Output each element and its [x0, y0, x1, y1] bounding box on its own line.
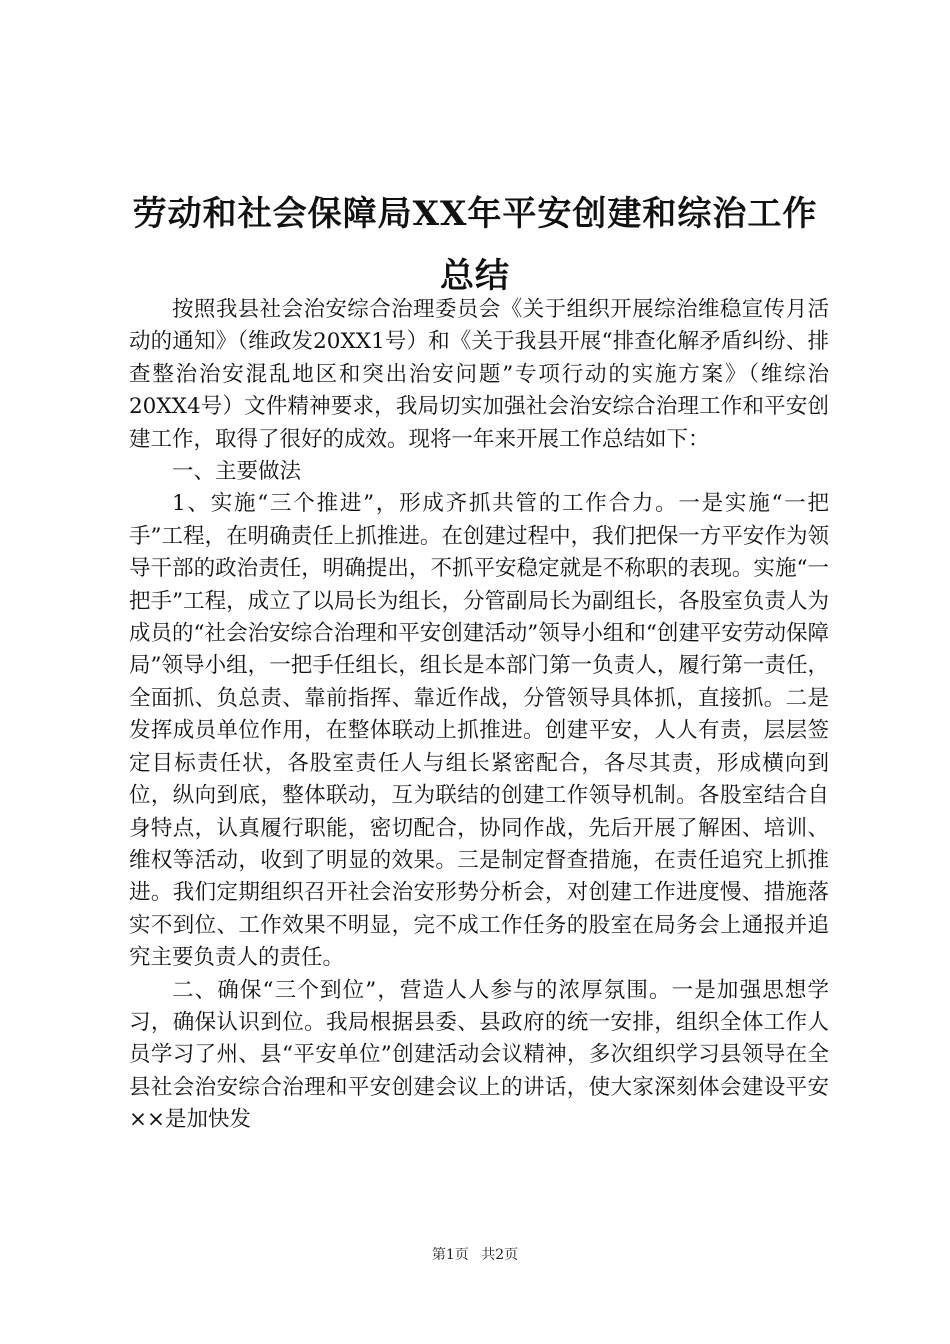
section-heading-main-methods: 一、主要做法 — [172, 459, 302, 485]
paragraph-three-promotions: 1、实施“三个推进”，形成齐抓共管的工作合力。一是实施“一把手”工程，在明确责任上抓推进。在创建过程中，我们把保一方平安作为领导干部的政治责任，明确提出，不抓平安稳定就是不称职的表现。实施“一把手”工程，成立了以局长为组长，分管副局长为副组长，各股室负责人为成员的“社会治安综合治理和平安创建活动”领导小组和“创建平安劳动保障局”领导小组，一把手任组长，组长是本部门第一负责人，履行第一责任，全面抓、负总责、靠前指挥、靠近作战，分管领导具体抓，直接抓。二是发挥成员单位作用，在整体联动上抓推进。创建平安，人人有责，层层签定目标责任状，各股室责任人与组长紧密配合，各尽其责，形成横向到位，纵向到底，整体联动，互为联结的创建工作领导机制。各股室结合自身特点，认真履行职能，密切配合，协同作战，先后开展了解困、培训、维权等活动，收到了明显的效果。三是制定督查措施，在责任追究上抓推进。我们定期组织召开社会治安形势分析会，对创建工作进度慢、措施落实不到位、工作效果不明显，完不成工作任务的股室在局务会上通报并追究主要负责人的责任。 — [129, 491, 829, 971]
document-body — [129, 294, 829, 1137]
paragraph-intro: 按照我县社会治安综合治理委员会《关于组织开展综治维稳宣传月活动的通知》（维政发20XX1号）和《关于我县开展“排查化解矛盾纠纷、排查整治治安混乱地区和突出治安问题”专项行动的实施方案》（维综治20XX4号）文件精神要求，我局切实加强社会治安综合治理工作和平安创建工作，取得了很好的成效。现将一年来开展工作总结如下： — [129, 297, 829, 452]
document-title-line-2: 总结 — [440, 256, 510, 296]
document-title-line-1: 劳动和社会保障局XX年平安创建和综治工作 — [132, 194, 818, 234]
page-total: 共2页 — [481, 1247, 519, 1263]
page-footer — [0, 1244, 950, 1264]
page-number: 第1页 — [431, 1247, 469, 1263]
paragraph-three-in-place: 二、确保“三个到位”，营造人人参与的浓厚氛围。一是加强思想学习，确保认识到位。我局根据县委、县政府的统一安排，组织全体工作人员学习了州、县“平安单位”创建活动会议精神，多次组织学习县领导在全县社会治安综合治理和平安创建会议上的讲话，使大家深刻体会建设平安××是加快发 — [129, 977, 829, 1133]
